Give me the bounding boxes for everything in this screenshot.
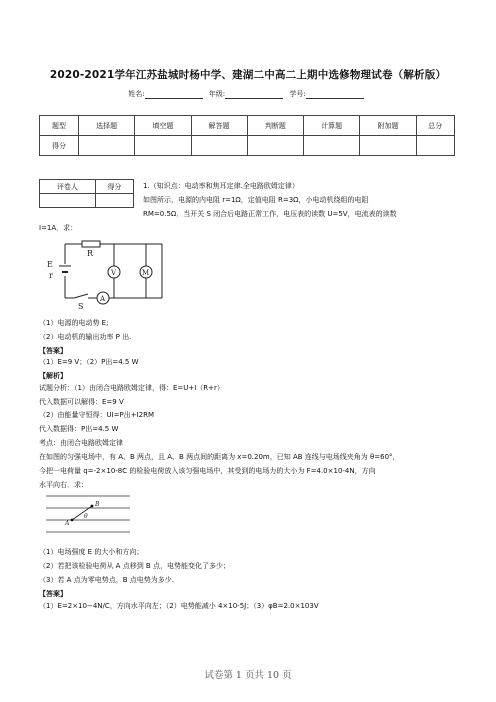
q1-sub1: （1）电源的电动势 E; xyxy=(39,319,109,327)
q2-line3: 水平向右．求： xyxy=(39,481,88,489)
score-header-cell: 总分 xyxy=(416,116,454,136)
score-header-row xyxy=(40,116,455,136)
name-blank xyxy=(145,90,203,99)
score-cell xyxy=(191,136,247,156)
label-r: R xyxy=(87,249,94,258)
q1-answer-title: 【答案】 xyxy=(39,347,67,355)
score-header-cell: 解答题 xyxy=(191,116,247,136)
label-s: S xyxy=(78,302,84,311)
q2-line2: 今把一电荷量 q=-2×10-8C 的检验电荷放入该匀强电场中，其受到的电场力的大小为 F=4.0×10-4N，方向 xyxy=(39,467,376,475)
label-m: M xyxy=(142,269,150,277)
score-header-cell: 计算题 xyxy=(304,116,360,136)
switch-s xyxy=(74,294,88,298)
q1-line3: I=1A．求： xyxy=(39,224,78,232)
score-value-row xyxy=(40,136,455,156)
q2-answer: （1）E=2×10−4N/C，方向水平向左；（2）电势能减小 4×10-5J；（3）φB=2.0×103V xyxy=(39,602,319,610)
q1-heading: 1.（知识点：电动率和焦耳定律.全电路欧姆定律） xyxy=(143,182,299,190)
q2-answer-title: 【答案】 xyxy=(39,590,67,598)
circuit-diagram xyxy=(44,236,174,312)
score-header-cell: 判断题 xyxy=(247,116,303,136)
q2-sub1: （1）电场强度 E 的大小和方向； xyxy=(39,548,144,556)
q1-analysis-4: 代入数据得：P出=4.5 W xyxy=(39,425,119,433)
page-title: 2020-2021学年江苏盐城时杨中学、建湖二中高二上期中选修物理试卷（解析版） xyxy=(49,69,447,81)
label-v: V xyxy=(111,269,117,277)
score-cell xyxy=(79,136,135,156)
score-header-cell: 填空题 xyxy=(135,116,191,136)
q2-sub3: （3）若 A 点为零电势点，B 点电势为多少. xyxy=(39,576,174,584)
grader-label: 评卷人 xyxy=(40,180,96,194)
score-cell xyxy=(304,136,360,156)
score-header-cell: 题型 xyxy=(40,116,79,136)
label-theta: θ xyxy=(84,513,88,520)
point-a xyxy=(71,519,74,522)
q2-line1: 在如图的匀强电场中，有 A、B 两点，且 A、B 两点间的距离为 x=0.20m，已知 AB 连线与电场线夹角为 θ=60°， xyxy=(39,453,400,461)
q1-analysis-5: 考点：由闭合电路欧姆定律 xyxy=(39,439,123,447)
q1-analysis-1: 试题分析：（1）由闭合电路欧姆定律，得：E=U+I（R+r） xyxy=(39,384,224,392)
score-row-label: 得分 xyxy=(40,136,79,156)
score-header-cell: 附加题 xyxy=(360,116,416,136)
resistor-r xyxy=(82,241,100,247)
q1-sub2: （2）电动机的输出功率 P 出. xyxy=(39,333,132,341)
q1-answer: （1）E=9 V；（2）P出=4.5 W xyxy=(39,358,139,366)
point-b xyxy=(91,505,94,508)
score-table xyxy=(39,115,455,156)
page-footer: 试卷第 1 页共 10 页 xyxy=(204,670,292,681)
label-point-a: A xyxy=(65,520,70,527)
grader-table xyxy=(39,179,134,208)
name-label: 姓名: xyxy=(128,90,145,98)
label-small-r: r xyxy=(49,271,53,280)
q1-line2: RM=0.5Ω．当开关 S 闭合后电路正常工作，电压表的读数 U=5V，电流表的读数 xyxy=(143,210,397,218)
q1-analysis-title: 【解析】 xyxy=(39,372,67,380)
grade-blank xyxy=(225,90,283,99)
q1-analysis-2: 代入数据可以解得：E=9 V xyxy=(39,398,124,406)
score-header-cell: 选择题 xyxy=(79,116,135,136)
grader-cell xyxy=(95,194,133,208)
grader-score-label: 得分 xyxy=(95,180,133,194)
number-label: 学号: xyxy=(289,90,306,98)
score-cell xyxy=(360,136,416,156)
electric-field-diagram xyxy=(44,492,140,542)
score-cell xyxy=(135,136,191,156)
q1-analysis-3: （2）由能量守恒得：UI=P出+I2RM xyxy=(39,411,155,419)
grader-cell xyxy=(40,194,96,208)
score-cell xyxy=(247,136,303,156)
label-e: E xyxy=(47,260,53,269)
grade-label: 年级: xyxy=(208,90,226,98)
score-cell xyxy=(416,136,454,156)
label-point-b: B xyxy=(95,501,100,508)
q1-line1: 如图所示，电源的内电阻 r=1Ω，定值电阻 R=3Ω，小电动机绕组的电阻 xyxy=(143,196,369,204)
q2-sub2: （2）若把该检验电荷从 A 点移到 B 点，电势能变化了多少； xyxy=(39,562,230,570)
label-a: A xyxy=(100,295,106,303)
number-blank xyxy=(306,90,364,99)
student-info xyxy=(0,89,496,99)
